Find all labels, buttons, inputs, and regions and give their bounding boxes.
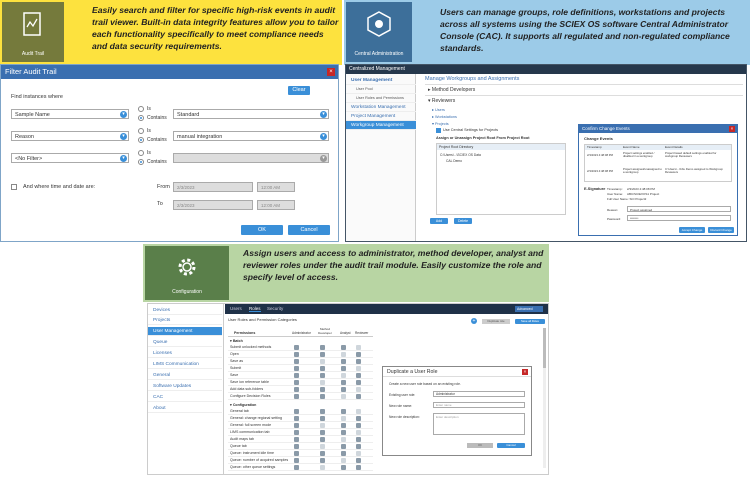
ok-button[interactable]: OK bbox=[241, 225, 283, 235]
table-row bbox=[228, 372, 373, 379]
dup-cancel-button[interactable]: Cancel bbox=[497, 443, 525, 448]
table-row bbox=[228, 457, 373, 464]
root-path[interactable]: C:\Users\...\SCIEX OS Data bbox=[440, 153, 481, 157]
nav-user-roles[interactable]: User Roles and Permissions bbox=[346, 94, 416, 103]
chevron-down-icon[interactable]: ▾ bbox=[120, 133, 127, 140]
divider bbox=[425, 95, 743, 96]
permission-label: Audit maps tab bbox=[230, 437, 254, 441]
permission-checkbox[interactable] bbox=[341, 458, 346, 463]
permission-label: Save as bbox=[230, 359, 243, 363]
nav-user-management[interactable]: User Management bbox=[346, 76, 416, 85]
permission-checkbox[interactable] bbox=[341, 352, 346, 357]
sub-projects-label: Projects bbox=[434, 122, 449, 126]
delete-button[interactable]: Delete bbox=[454, 218, 472, 224]
nav-workgroup[interactable]: Workgroup Management bbox=[346, 121, 416, 130]
permission-checkbox[interactable] bbox=[294, 423, 299, 428]
permission-label: Queue: instrument idle time bbox=[230, 451, 274, 455]
assign-label: Assign or Unassign Project Root From Project Root bbox=[436, 136, 530, 140]
divider bbox=[425, 84, 743, 85]
col-reviewer: Reviewer bbox=[355, 331, 369, 335]
permission-checkbox[interactable] bbox=[320, 416, 325, 421]
find-instances-label: Find instances where bbox=[11, 94, 63, 100]
permission-label: Queue: number of acquired samples bbox=[230, 458, 289, 462]
duplicate-role-button[interactable]: Duplicate role bbox=[482, 319, 510, 324]
filter-field-1[interactable]: Sample Name bbox=[11, 109, 129, 119]
root-table-header: Project Root Directory bbox=[437, 144, 565, 150]
password-label: Password: bbox=[607, 217, 622, 221]
accept-button[interactable]: Accept Change bbox=[679, 227, 705, 233]
events-table bbox=[584, 144, 732, 182]
central-title: Centralized Management bbox=[349, 66, 405, 72]
nav-user-management[interactable]: User Management bbox=[148, 327, 222, 336]
chevron-down-icon[interactable]: ▾ bbox=[320, 155, 327, 162]
configuration-label: Configuration bbox=[232, 403, 257, 407]
new-role-name-label: New role name: bbox=[389, 404, 413, 408]
permission-checkbox[interactable] bbox=[294, 430, 299, 435]
configuration-tile[interactable] bbox=[145, 246, 229, 300]
permission-checkbox[interactable] bbox=[356, 458, 361, 463]
reason-label: Reason: bbox=[607, 208, 619, 212]
col-permissions: Permissions bbox=[234, 331, 256, 335]
from-label: From bbox=[157, 184, 170, 190]
permission-checkbox[interactable] bbox=[356, 430, 361, 435]
close-icon[interactable]: × bbox=[730, 126, 734, 131]
close-icon[interactable]: × bbox=[523, 369, 527, 374]
contains-label-1: Contains bbox=[147, 115, 167, 121]
table-row bbox=[228, 464, 373, 471]
use-central-checkbox[interactable] bbox=[436, 128, 441, 133]
contains-radio-2[interactable] bbox=[138, 137, 144, 143]
permission-checkbox[interactable] bbox=[356, 373, 361, 378]
reviewers-row[interactable]: ▾ Reviewers bbox=[428, 98, 456, 104]
save-roles-button[interactable]: Save all Roles bbox=[515, 319, 545, 324]
use-central-label: Use Central Settings for Projects bbox=[443, 128, 499, 132]
permission-checkbox[interactable] bbox=[320, 423, 325, 428]
permissions-table bbox=[228, 328, 373, 473]
roles-subtitle: User Roles and Permission Categories bbox=[228, 317, 297, 322]
dup-title: Duplicate a User Role bbox=[387, 369, 438, 375]
col-timestamp: Timestamp bbox=[587, 145, 602, 149]
cal-demo[interactable]: CAL Demo bbox=[446, 159, 463, 163]
new-role-desc-input[interactable]: Enter description bbox=[433, 413, 525, 435]
filter-value-2[interactable]: manual integration bbox=[173, 131, 329, 141]
time-filter-label: And where time and date are: bbox=[23, 184, 96, 190]
permission-label: Add data sub-folders bbox=[230, 387, 264, 391]
filter-audit-dialog bbox=[0, 64, 339, 242]
nav-software-updates[interactable]: Software Updates bbox=[148, 382, 222, 391]
permission-label: General: full screen mode bbox=[230, 423, 272, 427]
table-row bbox=[228, 429, 373, 436]
table-row bbox=[228, 415, 373, 422]
permission-checkbox[interactable] bbox=[341, 394, 346, 399]
is-label-2: Is bbox=[147, 128, 151, 134]
permission-label: Queue: other queue settings bbox=[230, 465, 276, 469]
permission-label: Submit unlocked methods bbox=[230, 345, 272, 349]
permission-checkbox[interactable] bbox=[294, 352, 299, 357]
permission-label: Save bbox=[230, 373, 239, 377]
from-date-input[interactable]: 2/3/2023 bbox=[173, 182, 253, 192]
permission-checkbox[interactable] bbox=[320, 409, 325, 414]
to-time-input[interactable]: 12:00 AM bbox=[257, 200, 295, 210]
table-row bbox=[228, 393, 373, 400]
permission-label: LIMS communication tab bbox=[230, 430, 270, 434]
col-method-developer: Method Developer bbox=[318, 328, 332, 335]
nav-workstation[interactable]: Workstation Management bbox=[346, 103, 416, 112]
permission-checkbox[interactable] bbox=[320, 458, 325, 463]
audit-trail-icon bbox=[21, 12, 45, 38]
contains-label-2: Contains bbox=[147, 137, 167, 143]
nav-projects[interactable]: Projects bbox=[148, 316, 222, 325]
table-row bbox=[228, 422, 373, 429]
cancel-button[interactable]: Cancel bbox=[288, 225, 330, 235]
permission-label: Submit bbox=[230, 366, 242, 370]
dup-titlebar bbox=[383, 367, 531, 377]
contains-radio-1[interactable] bbox=[138, 115, 144, 121]
nav-cac[interactable]: CAC bbox=[148, 393, 222, 402]
discard-button[interactable]: Discard Change bbox=[708, 227, 734, 233]
table-row bbox=[228, 358, 373, 365]
config-tabbar bbox=[225, 304, 548, 314]
contains-label-3: Contains bbox=[147, 159, 167, 165]
sub-workstations-label: Workstations bbox=[434, 115, 457, 119]
chevron-down-icon[interactable]: ▾ bbox=[320, 111, 327, 118]
esig-label: E-Signature bbox=[584, 187, 606, 191]
events-header bbox=[585, 145, 731, 150]
dup-instructions: Create a new user role based on an existing role. bbox=[389, 382, 461, 386]
sig-ts: 2/3/2023 4:48:08 PM bbox=[627, 187, 655, 191]
is-radio-1[interactable] bbox=[138, 106, 144, 112]
permission-checkbox[interactable] bbox=[294, 437, 299, 442]
nav-lims[interactable]: LIMS Communication bbox=[148, 360, 222, 369]
table-row bbox=[228, 386, 373, 393]
permission-checkbox[interactable] bbox=[356, 423, 361, 428]
close-icon[interactable]: × bbox=[327, 68, 335, 76]
tab-users[interactable]: Users bbox=[230, 306, 242, 311]
existing-role-label: Existing user role: bbox=[389, 393, 416, 397]
confirm-titlebar bbox=[579, 125, 737, 133]
permission-checkbox[interactable] bbox=[294, 387, 299, 392]
is-radio-2[interactable] bbox=[138, 128, 144, 134]
sig-full: Full User Name: SCI Project2 bbox=[607, 197, 647, 201]
chevron-down-icon[interactable]: ▾ bbox=[120, 111, 127, 118]
workgroup-header: Manage Workgroups and Assignments bbox=[425, 76, 520, 82]
nav-project[interactable]: Project Management bbox=[346, 112, 416, 121]
is-label-3: Is bbox=[147, 150, 151, 156]
central-titlebar bbox=[346, 65, 746, 74]
from-time-input[interactable]: 12:00 AM bbox=[257, 182, 295, 192]
batch-heading: ▾ Batch bbox=[230, 339, 243, 343]
permission-checkbox[interactable] bbox=[320, 387, 325, 392]
permission-checkbox[interactable] bbox=[341, 451, 346, 456]
col-event-name: Event Name bbox=[623, 145, 640, 149]
password-input[interactable]: •••••••• bbox=[627, 215, 731, 221]
table-row bbox=[228, 351, 373, 358]
col-analyst: Analyst bbox=[340, 331, 351, 335]
permission-checkbox[interactable] bbox=[294, 444, 299, 449]
permission-checkbox[interactable] bbox=[356, 352, 361, 357]
permission-checkbox[interactable] bbox=[341, 380, 346, 385]
batch-label: Batch bbox=[232, 339, 243, 343]
permission-checkbox[interactable] bbox=[356, 359, 361, 364]
audit-trail-tile-label: Audit Trail bbox=[21, 51, 45, 57]
tab-roles[interactable]: Roles bbox=[249, 306, 261, 311]
permission-checkbox[interactable] bbox=[341, 345, 346, 350]
permission-checkbox[interactable] bbox=[294, 465, 299, 470]
permission-label: Queue tab bbox=[230, 444, 247, 448]
nav-about[interactable]: About bbox=[148, 404, 222, 413]
table-row bbox=[228, 344, 373, 351]
central-nav bbox=[346, 74, 416, 241]
col-event-details: Event Details bbox=[665, 145, 683, 149]
configuration-heading: ▾ Configuration bbox=[230, 403, 257, 407]
permission-checkbox[interactable] bbox=[341, 437, 346, 442]
central-admin-icon bbox=[366, 11, 392, 37]
sub-users[interactable]: ▸ Users bbox=[432, 108, 445, 112]
is-label-1: Is bbox=[147, 106, 151, 112]
is-radio-3[interactable] bbox=[138, 150, 144, 156]
permission-label: General tab bbox=[230, 409, 249, 413]
duplicate-role-dialog bbox=[382, 366, 532, 456]
nav-queue[interactable]: Queue bbox=[148, 338, 222, 347]
permission-checkbox[interactable] bbox=[356, 387, 361, 392]
permission-checkbox[interactable] bbox=[341, 444, 346, 449]
config-caption: Assign users and access to administrator, method developer, analyst and reviewer roles under the audit trail module. Easily customize the role and specify level of access. bbox=[243, 248, 544, 282]
audit-caption: Easily search and filter for specific high-risk events in audit trail viewer. Built-in data integrity features allow you to tailor each functionality specifically to meet compliance needs and data security requirements. bbox=[92, 5, 339, 51]
permission-checkbox[interactable] bbox=[294, 345, 299, 350]
permission-checkbox[interactable] bbox=[341, 416, 346, 421]
permission-checkbox[interactable] bbox=[320, 437, 325, 442]
permission-label: Configure Decision Rules bbox=[230, 394, 271, 398]
dup-ok-button[interactable]: OK bbox=[467, 443, 493, 448]
table-row bbox=[228, 443, 373, 450]
permission-checkbox[interactable] bbox=[320, 366, 325, 371]
permission-label: Open bbox=[230, 352, 239, 356]
permission-checkbox[interactable] bbox=[356, 394, 361, 399]
permission-label: General: change regional setting bbox=[230, 416, 282, 420]
permission-checkbox[interactable] bbox=[320, 352, 325, 357]
permission-checkbox[interactable] bbox=[341, 423, 346, 428]
sub-projects[interactable]: ▾ Projects bbox=[432, 122, 449, 126]
permission-checkbox[interactable] bbox=[356, 409, 361, 414]
permission-checkbox[interactable] bbox=[294, 373, 299, 378]
event-detail-1: Project based default settings enabled for workgroup Reviewers bbox=[665, 151, 717, 159]
permission-checkbox[interactable] bbox=[320, 394, 325, 399]
permission-checkbox[interactable] bbox=[341, 387, 346, 392]
permission-checkbox[interactable] bbox=[320, 345, 325, 350]
filter-field-2[interactable]: Reason bbox=[11, 131, 129, 141]
nav-devices[interactable]: Devices bbox=[148, 306, 222, 315]
gear-icon bbox=[176, 256, 198, 278]
permission-checkbox[interactable] bbox=[356, 437, 361, 442]
existing-role-select[interactable]: Administrator bbox=[433, 391, 525, 397]
col-administrator: Administrator bbox=[292, 331, 311, 335]
sig-user: ABC\SCIEXOS1 Project bbox=[627, 192, 660, 196]
permission-checkbox[interactable] bbox=[341, 373, 346, 378]
permission-checkbox[interactable] bbox=[356, 451, 361, 456]
new-role-name-input[interactable]: Enter name bbox=[433, 402, 525, 408]
scrollbar[interactable] bbox=[543, 328, 546, 468]
event-detail-2: C:\Users\...\CAL Demo assigned to Workgroup Reviewers bbox=[665, 167, 723, 175]
table-row bbox=[228, 408, 373, 415]
permissions-header bbox=[228, 328, 373, 337]
sig-ts-label: Timestamp: bbox=[607, 187, 623, 191]
method-dev-row[interactable]: ▸ Method Developers bbox=[428, 87, 476, 93]
permission-checkbox[interactable] bbox=[356, 416, 361, 421]
permission-checkbox[interactable] bbox=[320, 444, 325, 449]
filter-field-3[interactable]: <No Filter> bbox=[11, 153, 129, 163]
permission-checkbox[interactable] bbox=[320, 430, 325, 435]
central-admin-tile[interactable] bbox=[346, 2, 412, 62]
chevron-down-icon[interactable]: ▾ bbox=[320, 133, 327, 140]
permission-checkbox[interactable] bbox=[294, 394, 299, 399]
permission-checkbox[interactable] bbox=[294, 458, 299, 463]
reviewers-label: Reviewers bbox=[431, 98, 456, 104]
permission-checkbox[interactable] bbox=[356, 366, 361, 371]
permission-checkbox[interactable] bbox=[341, 409, 346, 414]
event-ts-1: 2/3/2023 4:48:08 PM bbox=[587, 153, 613, 157]
nav-licenses[interactable]: Licenses bbox=[148, 349, 222, 358]
sig-user-label: User Name: bbox=[607, 192, 624, 196]
method-dev-label: Method Developers bbox=[431, 87, 476, 93]
permission-checkbox[interactable] bbox=[341, 430, 346, 435]
audit-trail-tile[interactable] bbox=[2, 2, 64, 62]
new-role-desc-label: New role description: bbox=[389, 415, 420, 419]
filter-dialog-title: Filter Audit Trail bbox=[5, 67, 57, 76]
clear-button[interactable]: Clear bbox=[288, 86, 310, 95]
permission-checkbox[interactable] bbox=[320, 451, 325, 456]
permission-checkbox[interactable] bbox=[294, 451, 299, 456]
to-label: To bbox=[157, 201, 163, 207]
permission-checkbox[interactable] bbox=[320, 380, 325, 385]
nav-general[interactable]: General bbox=[148, 371, 222, 380]
permission-checkbox[interactable] bbox=[341, 366, 346, 371]
permission-checkbox[interactable] bbox=[320, 465, 325, 470]
permission-checkbox[interactable] bbox=[294, 359, 299, 364]
tab-security[interactable]: Security bbox=[267, 306, 284, 311]
permission-checkbox[interactable] bbox=[320, 359, 325, 364]
table-row bbox=[228, 379, 373, 386]
change-events-label: Change Events bbox=[584, 136, 613, 141]
permission-checkbox[interactable] bbox=[294, 416, 299, 421]
configuration-tile-label: Configuration bbox=[172, 289, 202, 295]
permission-checkbox[interactable] bbox=[356, 380, 361, 385]
add-button[interactable]: Add bbox=[430, 218, 448, 224]
permission-checkbox[interactable] bbox=[320, 373, 325, 378]
permission-checkbox[interactable] bbox=[356, 465, 361, 470]
permission-checkbox[interactable] bbox=[341, 465, 346, 470]
filter-value-3[interactable] bbox=[173, 153, 329, 163]
table-row bbox=[228, 450, 373, 457]
permission-checkbox[interactable] bbox=[294, 366, 299, 371]
central-caption: Users can manage groups, role definitions, workstations and projects across all systems using the SCIEX OS software Central Administrator Console (CAC). It supports all regulated and non-regulated compliance standards. bbox=[440, 7, 730, 53]
event-name-2: Project assigned/unassigned to a workgroup bbox=[623, 167, 662, 175]
permission-checkbox[interactable] bbox=[356, 345, 361, 350]
sub-users-label: Users bbox=[434, 108, 445, 112]
confirm-title: Confirm Change Events bbox=[582, 126, 630, 131]
permission-checkbox[interactable] bbox=[294, 409, 299, 414]
reason-input[interactable]: Project assigned bbox=[627, 206, 731, 212]
permission-checkbox[interactable] bbox=[341, 359, 346, 364]
permission-checkbox[interactable] bbox=[294, 380, 299, 385]
root-table bbox=[436, 143, 566, 215]
advanced-select[interactable]: Advanced bbox=[515, 306, 543, 312]
confirm-dialog bbox=[578, 124, 738, 236]
event-name-1: Project settings enabled / disabled in a workgroup bbox=[623, 151, 655, 159]
filter-dialog-titlebar bbox=[1, 65, 338, 79]
contains-radio-3[interactable] bbox=[138, 159, 144, 165]
central-admin-tile-label: Central Administration bbox=[354, 51, 404, 57]
permission-checkbox[interactable] bbox=[356, 444, 361, 449]
time-filter-checkbox[interactable] bbox=[11, 184, 17, 190]
table-row bbox=[228, 436, 373, 443]
to-date-input[interactable]: 2/3/2023 bbox=[173, 200, 253, 210]
permission-label: Save ion reference table bbox=[230, 380, 269, 384]
filter-value-1[interactable]: Standard bbox=[173, 109, 329, 119]
config-nav bbox=[148, 304, 224, 474]
chevron-down-icon[interactable]: ▾ bbox=[120, 155, 127, 162]
sub-workstations[interactable]: ▸ Workstations bbox=[432, 115, 457, 119]
nav-user-pool[interactable]: User Pool bbox=[346, 85, 416, 94]
add-icon[interactable]: + bbox=[472, 318, 476, 324]
table-row bbox=[228, 365, 373, 372]
event-ts-2: 2/3/2023 4:48:08 PM bbox=[587, 169, 613, 173]
